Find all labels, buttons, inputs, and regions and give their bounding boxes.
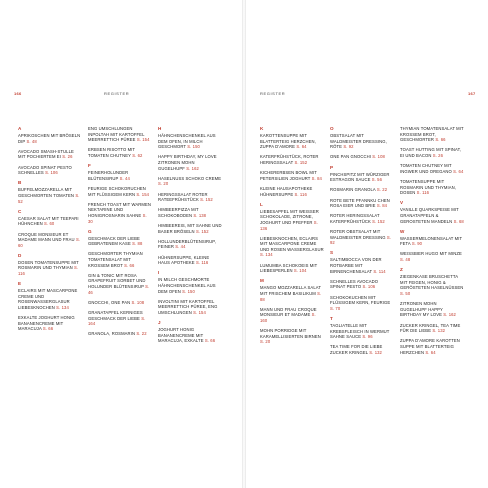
index-entry — [400, 323, 464, 334]
entry-page: S. 90 — [411, 241, 423, 247]
entry-name: MOHN PORRIDGE MIT KARAMELLISIERTEN BIRNEN — [260, 328, 321, 339]
entry-name: APRIKOSCHEN MIT BRÖSELN DIP — [18, 133, 81, 144]
entry-name: JOGHURT HONIG BANANENCREME MIT MARACUJA, EXKALTE — [158, 327, 204, 344]
index-entry — [400, 179, 464, 196]
entry-page: S. 22 — [136, 331, 147, 337]
entry-page: S. 134 — [56, 305, 69, 311]
entry-page: S. 44 — [175, 244, 186, 250]
entry-page: S. 66 — [435, 137, 446, 143]
entry-name: LIEBESKNOCHEN, ECLAIRS MIT MASCARPONE CREME UND ROSEN WASSERGLASUR — [260, 235, 324, 252]
entry-page: S. 92 — [330, 234, 392, 246]
entry-page: S. 46 — [88, 284, 150, 295]
entry-name: GNOCCHI, ONE PAN — [88, 299, 131, 305]
left-col-3 — [158, 126, 222, 349]
right-col-1 — [260, 126, 324, 360]
entry-name: WEISSBIER HUGO MIT MINZE — [400, 251, 462, 257]
entry-page: S. 22 — [376, 187, 388, 193]
entry-name: KLEINE HAUSAPOTHEKE HÜHNERSUPPE — [260, 185, 313, 197]
entry-name: ERBSEN RISOTTO MIT TOMATEN CHUTNEY — [88, 147, 136, 158]
index-entry — [330, 279, 394, 290]
index-letter: M — [260, 278, 264, 284]
entry-name: AVOCADO SPINAT PESTO SCHNELLES — [18, 164, 72, 176]
left-page-number: 166 — [14, 91, 22, 96]
entry-name: TEA TIME FOR DIE LIEBE ZUCKER KRINGEL — [330, 344, 383, 355]
entry-name: IN MILCH GESCHMORTE HÄHNCHENSCHENKEL AUS DEM OFEN — [158, 277, 216, 294]
index-entry — [88, 170, 152, 181]
entry-name: HAPPY BIRTHDAY, MY LOVE ZITRONEN MOHN GUGELHUPF — [158, 154, 217, 171]
index-entry — [88, 202, 152, 224]
right-col-3 — [400, 126, 464, 360]
entry-name: INVOLTINI MIT KARTOFFEL MEERRETTICH PÜREE, ENG UMSCHLUNGEN — [158, 298, 218, 315]
entry-name: FRENCH TOAST MIT WARMEN NEKTARINE UND HONIGROSNARIN SAHNE — [88, 201, 152, 218]
entry-page: S. 134 — [260, 252, 273, 258]
index-entry — [18, 165, 82, 176]
entry-page: S. 48 — [26, 138, 37, 144]
index-letter: C — [18, 208, 22, 214]
entry-page: S. 64 — [425, 349, 436, 355]
entry-name: HÄHNCHENSCHENKEL AUS DEM OFEN, IN MILCH GESCHMORT — [158, 133, 216, 150]
entry-name: ZIEGENKASE BRUSCHETTA MIT FEIGEN, HONIG & GERÖSTETEN HASELNÜSSEN — [400, 274, 464, 291]
index-entry — [260, 209, 324, 231]
entry-page: S. 70 — [330, 305, 341, 311]
entry-name: TOMATEN CHUTNEY MIT INGWER UND OREGANO — [400, 163, 452, 174]
index-entry — [158, 154, 222, 171]
index-entry — [88, 147, 152, 158]
index-letter: A — [18, 126, 22, 131]
index-entry — [88, 126, 152, 143]
entry-name: LIEBESAPFEL MIT WEISSER SCHOKOLADE, ZITRONE, JOGHURT UND PFEFFER — [260, 208, 319, 225]
index-entry — [400, 163, 464, 174]
index-entry — [158, 223, 222, 234]
entry-page: S. 108 — [372, 154, 385, 160]
entry-page: S. 152 — [200, 197, 213, 203]
index-entry — [88, 186, 152, 197]
index-letter: G — [88, 228, 92, 234]
index-entry — [260, 186, 324, 197]
entry-page: S. 88 — [260, 291, 322, 302]
entry-page: S. 150 — [182, 288, 195, 294]
index-entry — [260, 133, 324, 150]
entry-page: S. 30 — [88, 212, 147, 224]
entry-page: S. 154 — [136, 137, 150, 143]
index-letter: Z — [400, 267, 403, 273]
index-entry — [88, 300, 152, 306]
index-entry — [88, 331, 152, 337]
index-entry — [330, 198, 394, 209]
entry-page: S. 116 — [18, 265, 79, 277]
entry-page: S. 50 — [400, 291, 411, 297]
index-letter: D — [18, 252, 22, 258]
left-header: REGISTER — [104, 91, 130, 96]
index-letter: K — [260, 126, 264, 131]
index-entry — [330, 154, 394, 160]
entry-name: HIMBEEREIS, MIT SAHNE UND BASER BRÖSELN — [158, 223, 222, 234]
entry-name: GESCHMACK DER LIEBE GEBRATENEM KASE — [88, 235, 140, 247]
entry-page: S. 164 — [88, 315, 146, 327]
index-entry — [330, 323, 394, 340]
left-folio — [14, 91, 22, 96]
index-letter: F — [88, 163, 91, 169]
left-col-2 — [88, 126, 152, 349]
entry-name: ZUPPA D'AMORE KAROTTEN SUPPE MIT BLATTERTEIG HERZCHEN — [400, 338, 460, 355]
entry-page: S. 52 — [18, 192, 80, 204]
entry-page: S. 150 — [187, 144, 200, 150]
entry-page: S. 66 — [42, 326, 54, 332]
entry-page: S. 154 — [136, 191, 150, 197]
right-header: REGISTER — [260, 91, 286, 96]
entry-page: S. 106 — [45, 170, 58, 176]
entry-name: FEURIGE SCHOKORUCHEN MIT FLÜSSIGEM KERN — [88, 185, 146, 197]
index-entry — [158, 207, 222, 218]
entry-name: MANN UND FRAU CROQUE MONSIEUR ET MADAME — [260, 306, 317, 318]
entry-page: S. 132 — [369, 349, 382, 355]
entry-page: S. 26 — [432, 152, 443, 158]
entry-page: S. 92 — [343, 144, 354, 150]
right-col-2 — [330, 126, 394, 360]
index-entry — [330, 344, 394, 355]
entry-name: ROTER HERINGSSALAT KATERFRÜHSTÜCK — [330, 213, 380, 224]
entry-name: OBSTSALAT MIT WALDMEISTER DRESSING, RÖTE — [330, 133, 387, 150]
entry-name: PINCHSPITZ MIT WÜRZIGER ESTRAGON SAUCE — [330, 171, 390, 183]
index-entry — [158, 277, 222, 294]
entry-page: S. 56 — [371, 177, 383, 183]
entry-page: S. 114 — [373, 268, 386, 274]
entry-name: HASELNUSS SCHOKO CREME — [158, 175, 222, 181]
index-entry — [18, 187, 82, 204]
entry-name: AVOCADO SMASH-STULLE MIT POCHIERTEM EI — [18, 148, 74, 160]
index-entry — [158, 327, 222, 344]
entry-name: GRANATAPFEL KERNIGES GESCHMACK DER LIEBE — [88, 310, 143, 321]
entry-name: MANGO MOZZARELLA SALAT MIT FRISCHEM BASILIKUM — [260, 285, 321, 297]
entry-page: S. 64 — [453, 168, 464, 174]
index-entry — [18, 315, 82, 332]
entry-name: GIN & TONIC MIT ROSA GRAPEFRUIT SORBET UND HOLUNDER BLÜTENSIRUP — [88, 272, 146, 290]
entry-name: VANILLE QUARKSPEISE MIT GRANATAPFELN & GEROSTETEN MANDELN — [400, 207, 459, 224]
entry-name: ROTE BETE PFANNKU CHEN ROSA EIER UND BRIE — [330, 197, 390, 209]
entry-page: S. 60 — [44, 221, 55, 227]
index-entry — [260, 236, 324, 258]
entry-name: CAESAR SALAT MIT TEEPARI HÜHNCHEN — [18, 215, 79, 227]
entry-page: S. 20 — [158, 181, 169, 187]
index-entry — [260, 285, 324, 302]
index-entry — [18, 232, 82, 249]
right-page-number: 167 — [468, 91, 476, 96]
index-entry — [88, 273, 152, 295]
index-entry — [400, 301, 464, 318]
index-entry — [400, 126, 464, 143]
entry-name: SALTIMBOCCA VON DER ROTBARBE MIT BIRNENCHENSALAT — [330, 257, 382, 274]
entry-name: CROQUE MONSIEUR ET MADAME MANN UND FRAU — [18, 231, 75, 243]
entry-name: HERINGSSALAT ROTER RATEEFRÜHSTÜCK — [158, 191, 208, 203]
entry-page: S. 162 — [443, 312, 456, 318]
index-entry — [400, 274, 464, 296]
index-entry — [260, 263, 324, 274]
left-running-head — [104, 91, 129, 96]
index-entry — [18, 288, 82, 310]
index-letter: I — [158, 270, 160, 276]
index-entry — [158, 176, 222, 187]
entry-name: SCHOKOKUCHEN MIT FLÜSSIGEM KERN, FEURIGE — [330, 294, 391, 306]
entry-page: S. 154 — [193, 310, 206, 315]
entry-name: ENG UMSCHLUNGEN INPOLTAH MIT KARTOFFEL MEERRETTICH PÜREE — [88, 126, 145, 143]
entry-page: S. 152 — [294, 159, 308, 165]
index-entry — [18, 260, 82, 277]
entry-name: ZITRONEN MOHN GUGELHUPF HAPPY BIRTHDAY MY LOVE — [400, 301, 443, 318]
entry-name: SCHNELLES AVOCADO SPINAT PESTO — [330, 278, 379, 290]
right-running-head — [260, 91, 285, 96]
entry-name: THYMIAN TOMATENSALAT MIT KROSSEM BROT, GESCHMORTER — [400, 126, 464, 143]
index-entry — [260, 154, 324, 165]
index-entry — [158, 299, 222, 316]
index-letter: H — [158, 126, 162, 131]
entry-page: S. 116 — [416, 190, 430, 196]
left-index-columns — [18, 126, 222, 349]
index-entry — [260, 170, 324, 181]
entry-name: DOSEN TOMATENSUPPE MIT ROSMARIN UND THYMIAN — [18, 259, 79, 271]
index-entry — [330, 133, 394, 150]
right-index-columns — [260, 126, 464, 360]
entry-page: S. 84 — [376, 203, 388, 209]
entry-name: ROTER OBSTSALAT MIT WALDMEISTER DRESSING — [330, 229, 386, 240]
entry-name: HÜHNERSUPPE, KLEINE HAUS APOTHEKE — [158, 254, 210, 266]
entry-name: TAGLIATELLE MIT KREBSFLEISCH IN WERMUT SAHNE SAUCE — [330, 323, 390, 340]
index-entry — [330, 187, 394, 193]
entry-page: S. 68 — [453, 218, 464, 224]
entry-name: BUFFELMOZZARELLA MIT GESCHMORTEN TOMATEN — [18, 187, 75, 198]
entry-name: TOAST HUTTING MIT SPINAT, EI UND BACON — [400, 147, 462, 158]
entry-name: LUMUMBA SCHOKOEIS MIT LIEBESPERLEN — [260, 262, 318, 274]
index-entry — [400, 251, 464, 262]
entry-page: S. 96 — [362, 334, 373, 340]
left-col-1 — [18, 126, 82, 349]
index-entry — [18, 149, 82, 160]
index-letter: B — [18, 180, 22, 186]
index-entry — [18, 133, 82, 144]
entry-name: GESCHMORTER THYMIAN TOMATENSALAT MIT KROSSEM BROT — [88, 251, 143, 268]
entry-page: S. 26 — [62, 154, 73, 160]
entry-page: S. 116 — [294, 191, 307, 197]
index-letter: P — [330, 164, 334, 170]
entry-page: S. 160 — [260, 312, 316, 323]
entry-name: EXKALTE JOGHURT HONIG BANANENCREME MIT MARACUJA — [18, 315, 75, 332]
entry-page: S. 60 — [18, 237, 81, 248]
entry-name: ROSMARIN GRANOLA — [330, 187, 376, 193]
index-entry — [158, 255, 222, 266]
right-page — [246, 0, 488, 488]
index-entry — [158, 133, 222, 150]
index-letter: E — [18, 281, 22, 287]
index-entry — [260, 307, 324, 324]
entry-name: KAROTTENSUPPE MIT BLATTERTEIG HERZCHEN, ZUPPA D'AMORE — [260, 133, 316, 150]
entry-name: TOMATENSUPPE MIT ROSMARIN UND THYMIAN, DOSEN — [400, 178, 456, 196]
entry-page: S. 64 — [296, 144, 307, 150]
index-letter: V — [400, 200, 404, 206]
index-letter: L — [260, 201, 263, 207]
entry-page: S. 20 — [260, 339, 271, 345]
index-letter: T — [330, 316, 333, 321]
entry-name: ZUCKER KRINGEL, TEA TIME FÜR DIE LIEBE — [400, 322, 461, 334]
entry-page: S. 44 — [119, 175, 130, 181]
index-entry — [158, 239, 222, 250]
entry-name: GRANOLA, ROSMARIN — [88, 331, 136, 337]
index-entry — [400, 236, 464, 247]
entry-page: S. 66 — [204, 338, 216, 344]
index-entry — [88, 236, 152, 247]
index-entry — [330, 213, 394, 224]
entry-name: WASSERMELONENSALAT MIT FETA — [400, 235, 463, 247]
entry-name: ONE PAN GNOCCHI — [330, 154, 371, 160]
index-letter: S — [330, 250, 334, 256]
index-entry — [330, 229, 394, 246]
entry-page: S. 132 — [432, 328, 446, 334]
left-page — [0, 0, 242, 488]
entry-page: S. 66 — [124, 262, 135, 268]
index-letter: J — [158, 320, 161, 326]
index-entry — [88, 310, 152, 327]
index-entry — [330, 257, 394, 274]
index-entry — [400, 147, 464, 158]
index-entry — [400, 207, 464, 224]
entry-page: S. 106 — [362, 284, 376, 290]
entry-page: S. 48 — [400, 257, 411, 263]
index-letter: O — [330, 126, 334, 131]
right-folio — [468, 91, 476, 96]
index-entry — [158, 192, 222, 203]
index-entry — [88, 251, 152, 268]
entry-page: S. 108 — [131, 299, 145, 305]
index-entry — [260, 328, 324, 345]
entry-page: S. 84 — [311, 175, 322, 181]
entry-name: HIMBEERPIZZA MIT SCHOKOBODEN — [158, 207, 199, 218]
index-entry — [18, 216, 82, 227]
entry-page: S. 138 — [193, 212, 207, 218]
entry-page: S. 116 — [195, 260, 209, 266]
index-entry — [400, 338, 464, 355]
entry-name: ECLAIRS MIT MASCARPONE CREME UND ROSENWASSERGLASUR LIEBESKNOCHEN — [18, 288, 78, 311]
entry-name: KATERFRÜHSTÜCK, ROTER HERINGSSALAT — [260, 154, 319, 165]
entry-page: S. 104 — [293, 268, 307, 274]
entry-page: S. 152 — [372, 218, 385, 224]
entry-page: S. 88 — [132, 241, 143, 247]
entry-page: S. 62 — [132, 152, 143, 158]
entry-name: FEINERHOLUNDER BLÜTENSIRUP — [88, 170, 129, 181]
entry-page: S. 162 — [186, 165, 199, 171]
index-entry — [330, 295, 394, 312]
index-entry — [330, 172, 394, 183]
index-letter: W — [400, 228, 405, 234]
entry-name: KICHERERBSEN BOWL MIT PETERSILIEN JOGHURT — [260, 170, 317, 181]
entry-name: HOLLUNDERBLÜTENSIRUP, FEINER — [158, 238, 216, 250]
entry-page: S. 152 — [195, 228, 209, 234]
entry-page: S. 136 — [260, 219, 318, 231]
